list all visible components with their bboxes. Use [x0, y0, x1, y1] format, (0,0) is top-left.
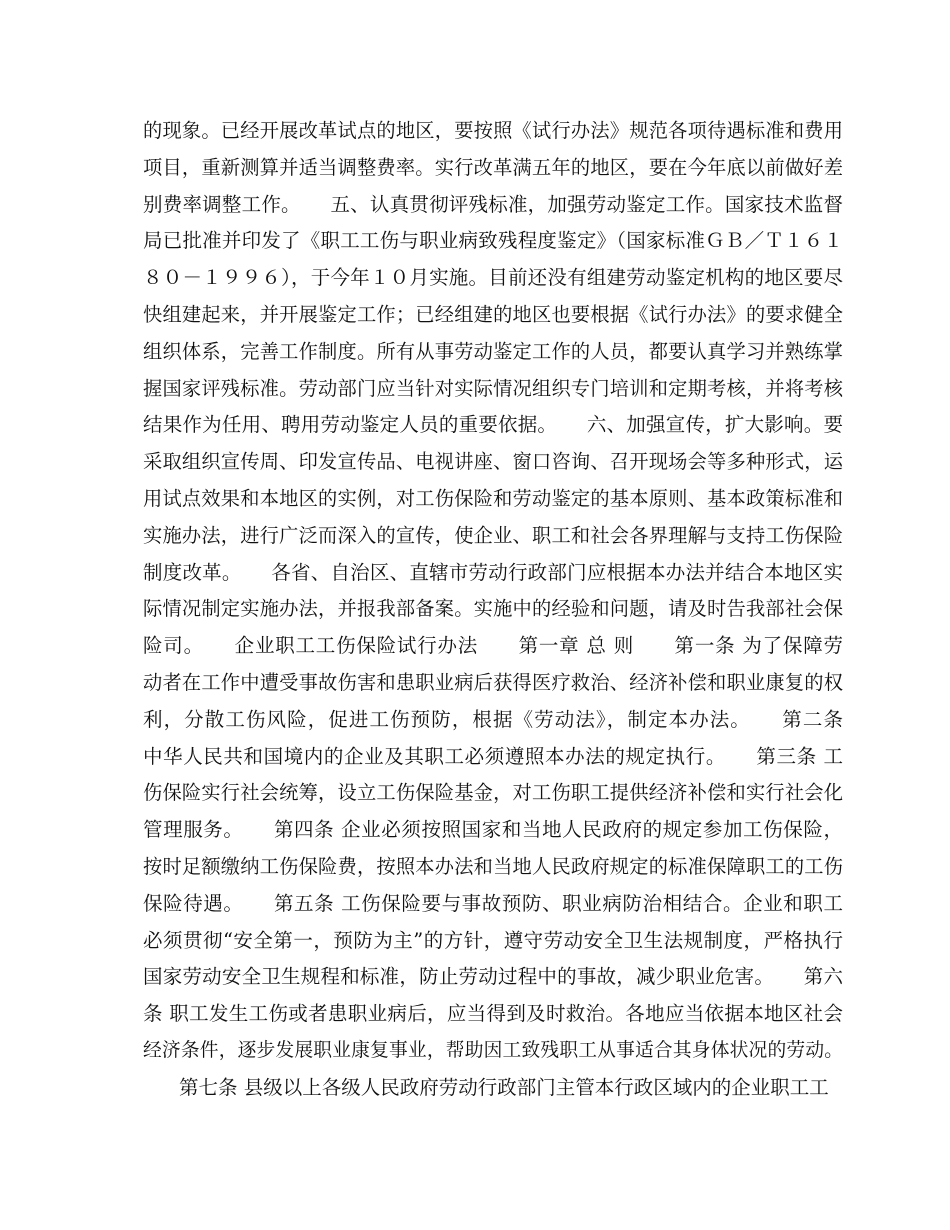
text-line: 管理服务。 第四条 企业必须按照国家和当地人民政府的规定参加工伤保险， — [143, 818, 843, 842]
text-line: 保险待遇。 第五条 工伤保险要与事故预防、职业病防治相结合。企业和职工 — [143, 891, 843, 915]
text-line: 国家劳动安全卫生规程和标准，防止劳动过程中的事故，减少职业危害。 第六 — [143, 965, 843, 989]
text-line: 伤保险实行社会统筹，设立工伤保险基金，对工伤职工提供经济补偿和实行社会化 — [143, 781, 843, 805]
text-line: 别费率调整工作。 五、认真贯彻评残标准，加强劳动鉴定工作。国家技术监督 — [143, 192, 843, 216]
text-line: 条 职工发生工伤或者患职业病后，应当得到及时救治。各地应当依据本地区社会 — [143, 1002, 843, 1026]
text-line: 利，分散工伤风险，促进工伤预防，根据《劳动法》，制定本办法。 第二条 — [143, 707, 843, 731]
text-line: 第七条 县级以上各级人民政府劳动行政部门主管本行政区域内的企业职工工 — [179, 1075, 829, 1099]
text-line: 际情况制定实施办法，并报我部备案。实施中的经验和问题，请及时告我部社会保 — [143, 597, 843, 621]
text-line: 局已批准并印发了《职工工伤与职业病致残程度鉴定》（国家标准ＧＢ／Ｔ１６１ — [143, 229, 843, 253]
text-line: 结果作为任用、聘用劳动鉴定人员的重要依据。 六、加强宣传，扩大影响。要 — [143, 413, 843, 437]
text-line: 必须贯彻“安全第一，预防为主”的方针，遵守劳动安全卫生法规制度，严格执行 — [143, 928, 843, 952]
text-line: 制度改革。 各省、自治区、直辖市劳动行政部门应根据本办法并结合本地区实 — [143, 560, 843, 584]
text-line: 组织体系，完善工作制度。所有从事劳动鉴定工作的人员，都要认真学习并熟练掌 — [143, 339, 843, 363]
text-line: 险司。 企业职工工伤保险试行办法 第一章 总 则 第一条 为了保障劳 — [143, 634, 843, 658]
text-line: 握国家评残标准。劳动部门应当针对实际情况组织专门培训和定期考核，并将考核 — [143, 376, 843, 400]
text-line: 的现象。已经开展改革试点的地区，要按照《试行办法》规范各项待遇标准和费用 — [143, 119, 843, 142]
text-line: 采取组织宣传周、印发宣传品、电视讲座、窗口咨询、召开现场会等多种形式，运 — [143, 450, 843, 474]
text-line: 实施办法，进行广泛而深入的宣传，使企业、职工和社会各界理解与支持工伤保险 — [143, 523, 843, 547]
text-line: 按时足额缴纳工伤保险费，按照本办法和当地人民政府规定的标准保障职工的工伤 — [143, 854, 843, 878]
text-line: 用试点效果和本地区的实例，对工伤保险和劳动鉴定的基本原则、基本政策标准和 — [143, 486, 843, 510]
body-text — [143, 113, 843, 1107]
text-line: 中华人民共和国境内的企业及其职工必须遵照本办法的规定执行。 第三条 工 — [143, 744, 843, 768]
text-line: 经济条件，逐步发展职业康复事业，帮助因工致残职工从事适合其身体状况的劳动。 — [143, 1039, 843, 1061]
text-line: 动者在工作中遭受事故伤害和患职业病后获得医疗救治、经济补偿和职业康复的权 — [143, 670, 843, 694]
text-line: ８０－１９９６），于今年１０月实施。目前还没有组建劳动鉴定机构的地区要尽 — [143, 266, 843, 290]
text-line: 项目，重新测算并适当调整费率。实行改革满五年的地区，要在今年底以前做好差 — [143, 155, 843, 179]
text-line: 快组建起来，并开展鉴定工作；已经组建的地区也要根据《试行办法》的要求健全 — [143, 302, 843, 326]
